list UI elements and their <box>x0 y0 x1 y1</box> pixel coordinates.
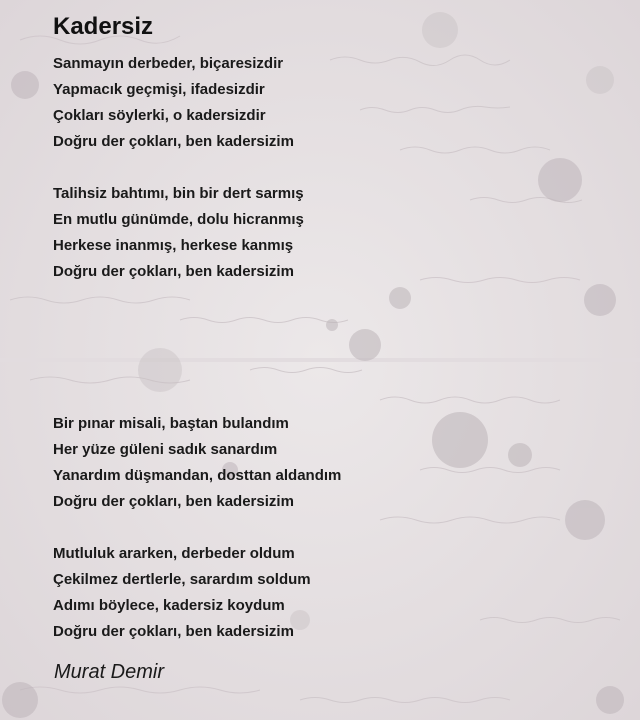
poem-line: Yanardım düşmandan, dosttan aldandım <box>53 467 342 484</box>
poem-line: Yapmacık geçmişi, ifadesizdir <box>53 81 265 98</box>
poem-line: Doğru der çokları, ben kadersizim <box>53 263 294 280</box>
poem-line: Doğru der çokları, ben kadersizim <box>53 493 294 510</box>
poem-line: Çokları söylerki, o kadersizdir <box>53 107 266 124</box>
poem-line: Talihsiz bahtımı, bin bir dert sarmış <box>53 185 304 202</box>
poem-line: En mutlu günümde, dolu hicranmış <box>53 211 304 228</box>
poem-line: Mutluluk ararken, derbeder oldum <box>53 545 295 562</box>
poem-line: Her yüze güleni sadık sanardım <box>53 441 278 458</box>
poem-line: Adımı böylece, kadersiz koydum <box>53 597 285 614</box>
poem-line: Çekilmez dertlerle, sarardım soldum <box>53 571 311 588</box>
stanza <box>53 51 294 155</box>
poem-line: Doğru der çokları, ben kadersizim <box>53 623 294 640</box>
poem-line: Herkese inanmış, herkese kanmış <box>53 237 294 254</box>
stanza <box>53 411 341 515</box>
poem-title: Kadersiz <box>53 13 154 40</box>
poem-line: Sanmayın derbeder, biçaresizdir <box>53 55 284 72</box>
poem-line: Bir pınar misali, baştan bulandım <box>53 415 289 432</box>
poem-author: Murat Demir <box>54 661 165 683</box>
poem-line: Doğru der çokları, ben kadersizim <box>53 133 294 150</box>
stanza <box>53 541 311 645</box>
stanza <box>53 181 304 285</box>
